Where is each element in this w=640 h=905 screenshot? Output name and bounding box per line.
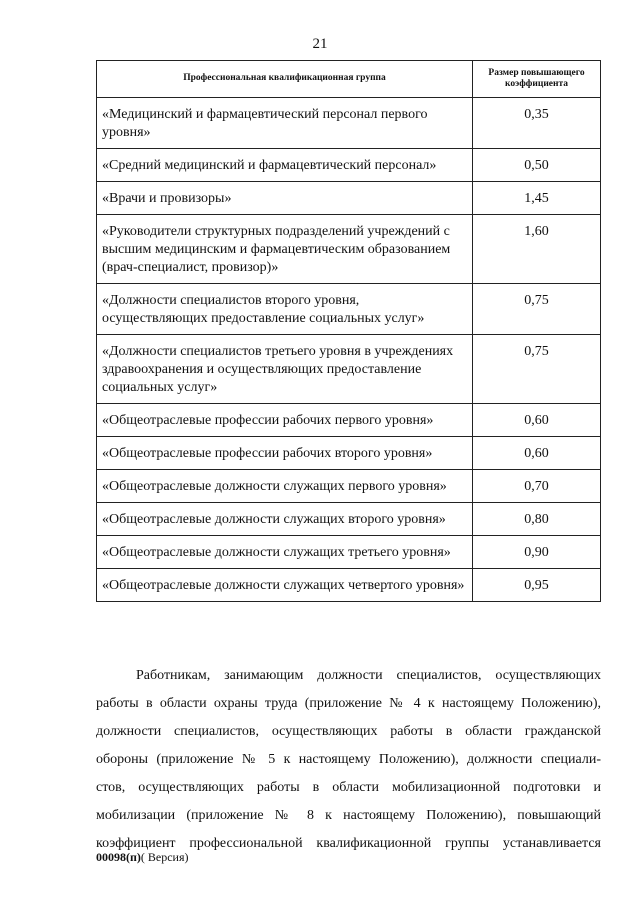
table-row — [97, 536, 601, 569]
row-group: «Средний медицинский и фармацевтический персонал» — [97, 149, 473, 182]
body-paragraph — [96, 662, 601, 858]
table-row — [97, 503, 601, 536]
table-header-row — [97, 61, 601, 98]
paragraph-line: Работникам, занимающим должности специалистов, осуществляющих — [136, 668, 601, 683]
row-group: «Общеотраслевые должности служащих четвертого уровня» — [97, 569, 473, 602]
row-value: 0,75 — [473, 284, 601, 335]
coefficient-table — [96, 60, 601, 602]
row-group: «Общеотраслевые должности служащих второго уровня» — [97, 503, 473, 536]
header-group: Профессиональная квалификационная группа — [97, 61, 473, 98]
table-row — [97, 437, 601, 470]
table-row — [97, 149, 601, 182]
paragraph-line: мобилизации (приложение № 8 к настоящему Положению), повышающий — [96, 808, 601, 823]
row-group: «Медицинский и фармацевтический персонал первого уровня» — [97, 98, 473, 149]
table-row — [97, 98, 601, 149]
document-version: ( Версия) — [140, 850, 189, 864]
table-row — [97, 215, 601, 284]
row-group: «Общеотраслевые должности служащих третьего уровня» — [97, 536, 473, 569]
row-value: 0,60 — [473, 404, 601, 437]
row-group: «Должности специалистов второго уровня, осуществляющих предоставление социальных услуг» — [97, 284, 473, 335]
table-row — [97, 404, 601, 437]
row-value: 0,80 — [473, 503, 601, 536]
header-coefficient: Размер повышающего коэффициента — [473, 61, 601, 98]
row-group: «Должности специалистов третьего уровня в учреждениях здравоохранения и осуществляющих предоставление социальных услуг» — [97, 335, 473, 404]
paragraph-line: стов, осуществляющих работы в области мобилизационной подготовки и — [96, 780, 601, 795]
row-value: 0,75 — [473, 335, 601, 404]
row-group: «Врачи и провизоры» — [97, 182, 473, 215]
row-group: «Общеотраслевые профессии рабочих второго уровня» — [97, 437, 473, 470]
paragraph-line: должности специалистов, осуществляющих работы в области гражданской — [96, 724, 601, 739]
table-row — [97, 284, 601, 335]
table-row — [97, 182, 601, 215]
page-number: 21 — [312, 36, 328, 52]
row-value: 0,60 — [473, 437, 601, 470]
row-value: 0,50 — [473, 149, 601, 182]
paragraph-line: обороны (приложение № 5 к настоящему Положению), должности специали- — [96, 752, 601, 767]
row-value: 0,95 — [473, 569, 601, 602]
row-value: 1,60 — [473, 215, 601, 284]
table-row — [97, 335, 601, 404]
document-footer — [96, 850, 189, 865]
row-group: «Руководители структурных подразделений учреждений с высшим медицинским и фармацевтическим образованием (врач-специалист, провизор)» — [97, 215, 473, 284]
row-group: «Общеотраслевые должности служащих первого уровня» — [97, 470, 473, 503]
row-value: 0,70 — [473, 470, 601, 503]
table-row — [97, 569, 601, 602]
row-group: «Общеотраслевые профессии рабочих первого уровня» — [97, 404, 473, 437]
document-code: 00098(п) — [96, 850, 141, 864]
row-value: 0,35 — [473, 98, 601, 149]
paragraph-line: коэффициент профессиональной квалификационной группы устанавливается — [96, 836, 601, 851]
row-value: 1,45 — [473, 182, 601, 215]
paragraph-line: работы в области охраны труда (приложение № 4 к настоящему Положению), — [96, 696, 601, 711]
row-value: 0,90 — [473, 536, 601, 569]
table-row — [97, 470, 601, 503]
